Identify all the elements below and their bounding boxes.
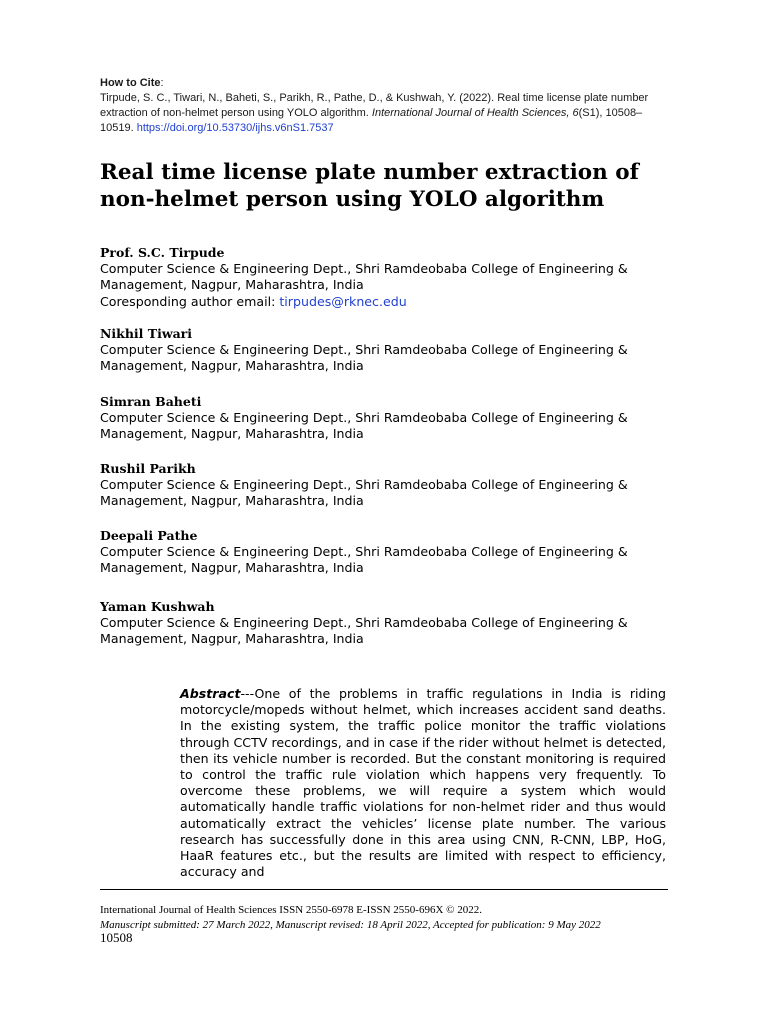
author-email-link[interactable]: tirpudes@rknec.edu — [279, 293, 407, 309]
citation-heading: How to Cite — [100, 77, 161, 89]
author-affiliation: Computer Science & Engineering Dept., Shri Ramdeobaba College of Engineering & Management, Nagpur, Maharashtra, India — [100, 544, 628, 576]
citation-doi-link[interactable]: https://doi.org/10.53730/ijhs.v6nS1.7537 — [136, 122, 334, 134]
footer-journal-line: International Journal of Health Sciences ISSN 2550-6978 E-ISSN 2550-696X © 2022. — [100, 904, 482, 916]
author-entry — [100, 461, 680, 510]
author-name: Simran Baheti — [100, 394, 202, 409]
abstract-text: ---One of the problems in traffic regulations in India is riding motorcycle/mopeds without helmet, which increases accident sand deaths. In the existing system, the traffic police monitor the traffic violations through CCTV recordings, and in case if the rider without helmet is detected, then its vehicle number is recorded. But the constant monitoring is required to control the traffic rule violation which happens very frequently. To overcome these problems, we will require a system which would automatically handle traffic violations for non-helmet rider and thus would automatically extract the vehicles’ license plate number. The various research has successfully done in this area using CNN, R-CNN, LBP, HoG, HaaR features etc., but the results are limited with respect to efficiency, accuracy and — [180, 686, 666, 880]
author-name: Deepali Pathe — [100, 528, 198, 543]
author-name: Prof. S.C. Tirpude — [100, 245, 225, 260]
author-name: Rushil Parikh — [100, 461, 196, 476]
abstract-label: Abstract — [180, 686, 241, 701]
author-name: Yaman Kushwah — [100, 599, 215, 614]
author-email-line — [100, 294, 680, 310]
author-affiliation: Computer Science & Engineering Dept., Shri Ramdeobaba College of Engineering & Management, Nagpur, Maharashtra, India — [100, 410, 628, 442]
page-number: 10508 — [100, 930, 133, 945]
email-label: Coresponding author email: — [100, 293, 280, 309]
author-name: Nikhil Tiwari — [100, 326, 193, 341]
abstract-paragraph — [180, 686, 666, 880]
paper-title: Real time license plate number extraction of non-helmet person using YOLO algorithm — [100, 160, 639, 212]
citation-heading-colon: : — [160, 77, 164, 89]
author-entry — [100, 528, 680, 577]
author-affiliation: Computer Science & Engineering Dept., Shri Ramdeobaba College of Engineering & Management, Nagpur, Maharashtra, India — [100, 477, 628, 509]
footer-manuscript-line: Manuscript submitted: 27 March 2022, Manuscript revised: 18 April 2022, Accepted for publication: 9 May 2022 — [100, 919, 601, 931]
author-entry — [100, 326, 680, 375]
citation-journal: International Journal of Health Sciences, 6 — [371, 107, 579, 119]
author-affiliation: Computer Science & Engineering Dept., Shri Ramdeobaba College of Engineering & Management, Nagpur, Maharashtra, India — [100, 615, 628, 647]
citation-issue: (S1), 10508–10519. — [100, 107, 643, 134]
author-affiliation: Computer Science & Engineering Dept., Shri Ramdeobaba College of Engineering & Management, Nagpur, Maharashtra, India — [100, 342, 628, 374]
citation-text: Tirpude, S. C., Tiwari, N., Baheti, S., Parikh, R., Pathe, D., & Kushwah, Y. (2022). Real time license plate number extraction of non-helmet person using YOLO algorithm. — [100, 92, 649, 119]
author-entry — [100, 394, 680, 443]
author-entry — [100, 599, 680, 648]
footer-block — [100, 903, 680, 933]
citation-block — [100, 76, 672, 136]
author-affiliation: Computer Science & Engineering Dept., Shri Ramdeobaba College of Engineering & Management, Nagpur, Maharashtra, India — [100, 261, 628, 293]
footer-divider — [100, 889, 668, 890]
author-entry — [100, 245, 680, 310]
